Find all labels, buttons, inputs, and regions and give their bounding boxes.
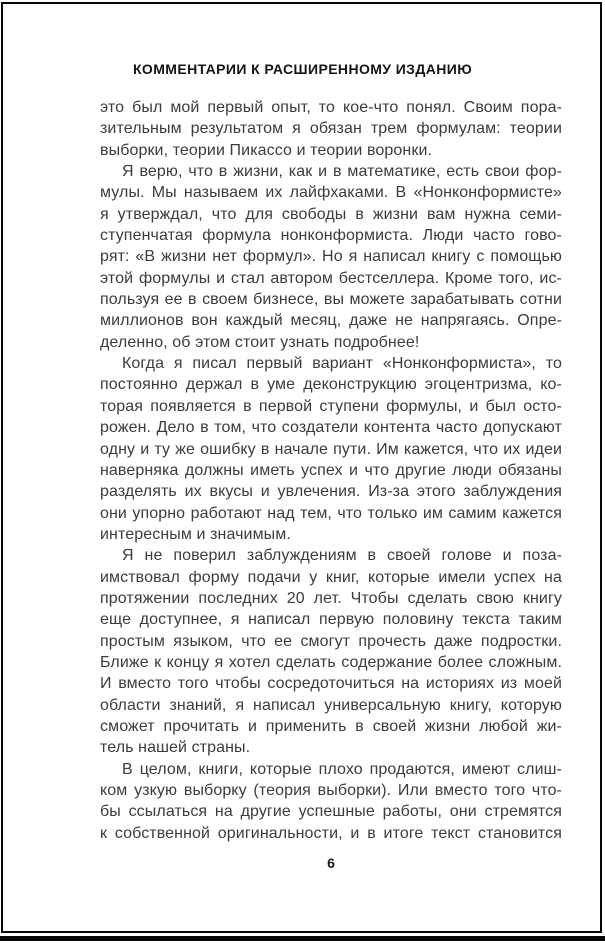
text-line: я утверждал, что для свободы в жизни вам нужна семи- bbox=[100, 205, 562, 223]
chapter-header: КОММЕНТАРИИ К РАСШИРЕННОМУ ИЗДАНИЮ bbox=[132, 61, 473, 77]
text-line: торая появляется в первой ступени формулы, и был осто- bbox=[100, 397, 562, 415]
text-line: протяжении последних 20 лет. Чтобы сделать свою книгу bbox=[100, 589, 562, 607]
body-text bbox=[100, 97, 562, 844]
text-line: ком узкую выборку (теория выборки). Или вместо того что- bbox=[100, 782, 562, 799]
text-line: сможет прочитать и применить в своей жизни любой жи- bbox=[100, 717, 562, 735]
text-line: это был мой первый опыт, то кое-что понял. Своим пора- bbox=[100, 99, 562, 116]
text-line: зительным результатом я обязан трем формулам: теории bbox=[100, 120, 562, 138]
text-line: области знаний, я написал универсальную книгу, которую bbox=[100, 696, 562, 714]
text-line: рят: «В жизни нет формул». Но я написал книгу с помощью bbox=[100, 248, 562, 266]
paragraph bbox=[100, 161, 562, 353]
paragraph bbox=[100, 353, 562, 545]
text-line: пользуя ее в своем бизнесе, вы можете зарабатывать сотни bbox=[100, 291, 562, 309]
text-line: деленно, об этом стоит узнать подробнее! bbox=[100, 333, 420, 351]
text-line: к собственной оригинальности, и в итоге текст становится bbox=[100, 824, 562, 842]
text-line: простым языком, что ее смогут прочесть даже подростки. bbox=[100, 632, 562, 650]
paragraph bbox=[100, 97, 562, 161]
text-line: интересным и значимым. bbox=[100, 525, 291, 543]
text-line: разделять их вкусы и увлечения. Из-за этого заблуждения bbox=[100, 483, 562, 501]
text-line: наверняка должны иметь успех и что другие люди обязаны bbox=[100, 461, 562, 479]
text-line: одну и ту же ошибку в начале пути. Им кажется, что их идеи bbox=[100, 440, 562, 458]
text-line: мулы. Мы называем их лайфхаками. В «Нонконформисте» bbox=[100, 184, 562, 202]
text-line: ступенчатая формула нонконформиста. Люди часто гово- bbox=[100, 227, 562, 245]
text-line: бы ссылаться на другие успешные работы, они стремятся bbox=[100, 803, 562, 821]
text-line: этой формулы и стал автором бестселлера. Кроме того, ис- bbox=[100, 269, 562, 287]
text-line: рожен. Дело в том, что создатели контента часто допускают bbox=[100, 419, 562, 437]
text-line: Я не поверил заблуждениям в своей голове и поза- bbox=[122, 547, 562, 565]
book-bottom-edge bbox=[0, 936, 605, 941]
text-line: выборки, теории Пикассо и теории воронки. bbox=[100, 141, 433, 159]
text-line: В целом, книги, которые плохо продаются, имеют слиш- bbox=[122, 760, 562, 778]
text-line: они упорно работают над тем, что только им самим кажется bbox=[100, 504, 562, 522]
page-number: 6 bbox=[327, 855, 335, 871]
text-line: еще доступнее, я написал первую половину текста таким bbox=[100, 611, 562, 629]
text-line: Ближе к концу я хотел сделать содержание более сложным. bbox=[100, 653, 562, 671]
text-line: имствовал форму подачи у книг, которые имели успех на bbox=[100, 568, 562, 586]
text-line: Я верю, что в жизни, как и в математике, есть свои фор- bbox=[122, 163, 562, 181]
text-line: Когда я писал первый вариант «Нонконформиста», то bbox=[122, 355, 562, 373]
text-line: тель нашей страны. bbox=[100, 739, 251, 757]
text-line: постоянно держал в уме деконструкцию эгоцентризма, ко- bbox=[100, 376, 562, 394]
text-line: миллионов вон каждый месяц, даже не напрягаясь. Опре- bbox=[100, 312, 562, 330]
paragraph bbox=[100, 759, 562, 844]
paragraph bbox=[100, 545, 562, 758]
text-line: И вместо того чтобы сосредоточиться на историях из моей bbox=[100, 675, 562, 693]
